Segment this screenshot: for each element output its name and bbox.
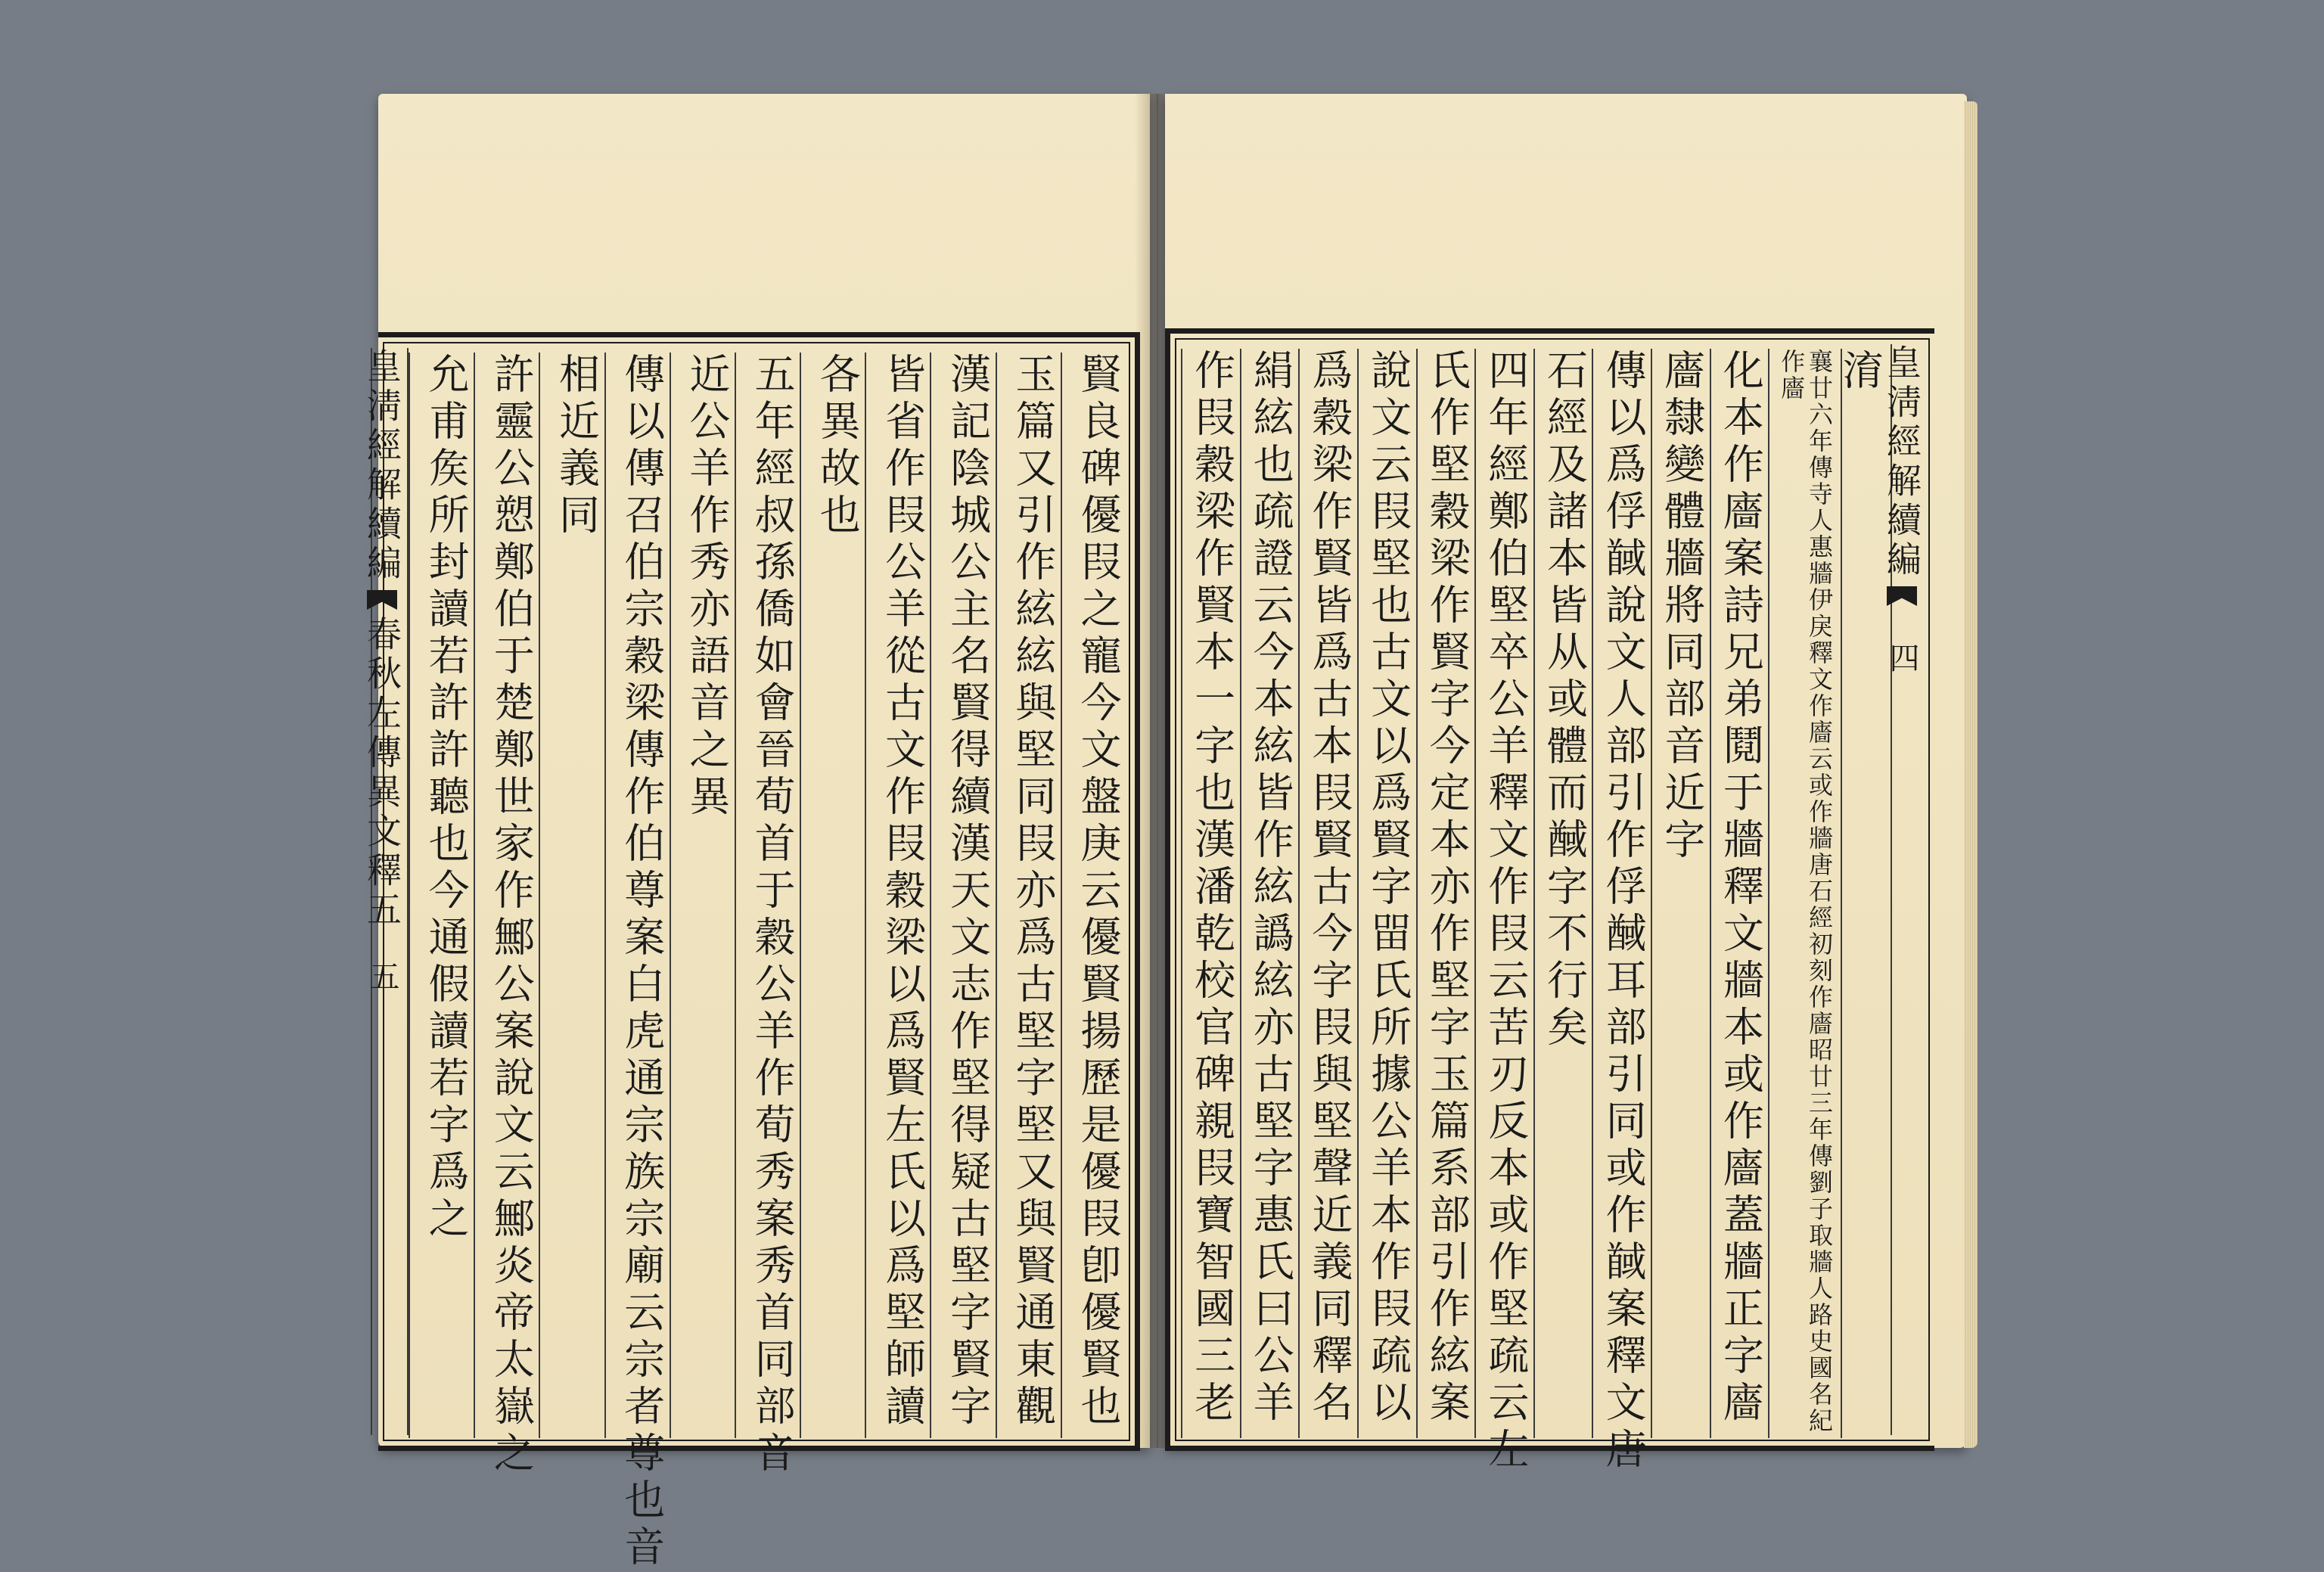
annotation-column: 襄廿六年傳寺人惠牆伊戾釋文作廧云或作牆唐石經初刻作廧昭廿三年傳劉子取牆人路史國名紀作廧 xyxy=(1768,349,1841,1438)
text-column: 作叚穀梁作賢本一字也漢潘乾校官碑親叚寶智國三老 xyxy=(1181,349,1240,1438)
page-edge xyxy=(1964,101,1978,1448)
text-column: 傳以爲俘馘說文人部引作俘䤋耳部引同或作馘案釋文唐 xyxy=(1592,349,1651,1438)
left-banner xyxy=(362,348,409,1435)
text-column: 絹絃也疏證云今本絃皆作絃譌絃亦古堅字惠氏曰公羊 xyxy=(1240,349,1299,1438)
text-column: 許靈公愬鄭伯于楚鄭世家作鄦公案說文云鄦炎帝太嶽之 xyxy=(474,353,539,1438)
text-column: 漢記陰城公主名賢得續漢天文志作堅得疑古堅字賢字 xyxy=(930,353,995,1438)
text-column: 廧隸變體牆將同部音近字 xyxy=(1651,349,1710,1438)
left-page xyxy=(362,94,1150,1572)
text-column: 說文云叚堅也古文以爲賢字㽞氏所據公羊本作叚疏以 xyxy=(1357,349,1416,1438)
right-page xyxy=(1165,94,1967,1474)
text-column: 淯 xyxy=(1841,349,1887,1438)
text-column: 近公羊作秀亦語音之異 xyxy=(670,353,735,1438)
left-page-frame xyxy=(362,332,1140,1572)
text-column: 化本作廧案詩兄弟鬩于牆釋文牆本或作廧蓋牆正字廧 xyxy=(1710,349,1769,1438)
right-banner xyxy=(1881,344,1927,1435)
right-page-frame xyxy=(1165,328,1934,1474)
fishtail-mark-icon xyxy=(367,590,397,610)
left-text-columns xyxy=(409,353,1126,1572)
text-column: 石經及諸本皆从或體而䤋字不行矣 xyxy=(1533,349,1592,1438)
text-column: 玉篇又引作絃絃與堅同叚亦爲古堅字堅又與賢通東觀 xyxy=(996,353,1061,1438)
text-column: 爲穀梁作賢皆爲古本叚賢古今字叚與堅聲近義同釋名 xyxy=(1298,349,1357,1438)
text-column: 允甫矦所封讀若許許聽也今通假讀若字爲之 xyxy=(409,353,474,1438)
text-column: 氏作堅穀梁作賢字今定本亦作堅字玉篇系部引作絃案 xyxy=(1416,349,1475,1438)
left-banner-section: 春秋左傳異文釋五 xyxy=(362,616,402,930)
text-column: 皆省作叚公羊從古文作叚穀梁以爲賢左氏以爲堅師讀 xyxy=(865,353,930,1438)
text-column: 四年經鄭伯堅卒公羊釋文作叚云苦刃反本或作堅疏云左 xyxy=(1474,349,1533,1438)
text-column: 相近義同 xyxy=(539,353,604,1438)
text-column: 賢良碑優叚之寵今文盤庚云優賢揚歷是優叚卽優賢也 xyxy=(1061,353,1126,1438)
left-folio-number: 五 xyxy=(365,961,399,996)
left-banner-title: 皇淸經解續編 xyxy=(362,348,402,584)
fishtail-mark-icon xyxy=(1887,586,1917,606)
text-column: 傳以傳召伯宗穀梁傳作伯尊案白虎通宗族宗廟云宗者尊也音 xyxy=(604,353,670,1438)
right-banner-title: 皇淸經解續編 xyxy=(1881,344,1922,580)
right-folio-number: 四 xyxy=(1884,642,1919,677)
text-column: 五年經叔孫僑如會晉荀首于穀公羊作荀秀案秀首同部音 xyxy=(735,353,800,1438)
right-text-columns xyxy=(1181,349,1887,1474)
open-book xyxy=(362,94,1982,1572)
text-column: 各異故也 xyxy=(800,353,865,1438)
